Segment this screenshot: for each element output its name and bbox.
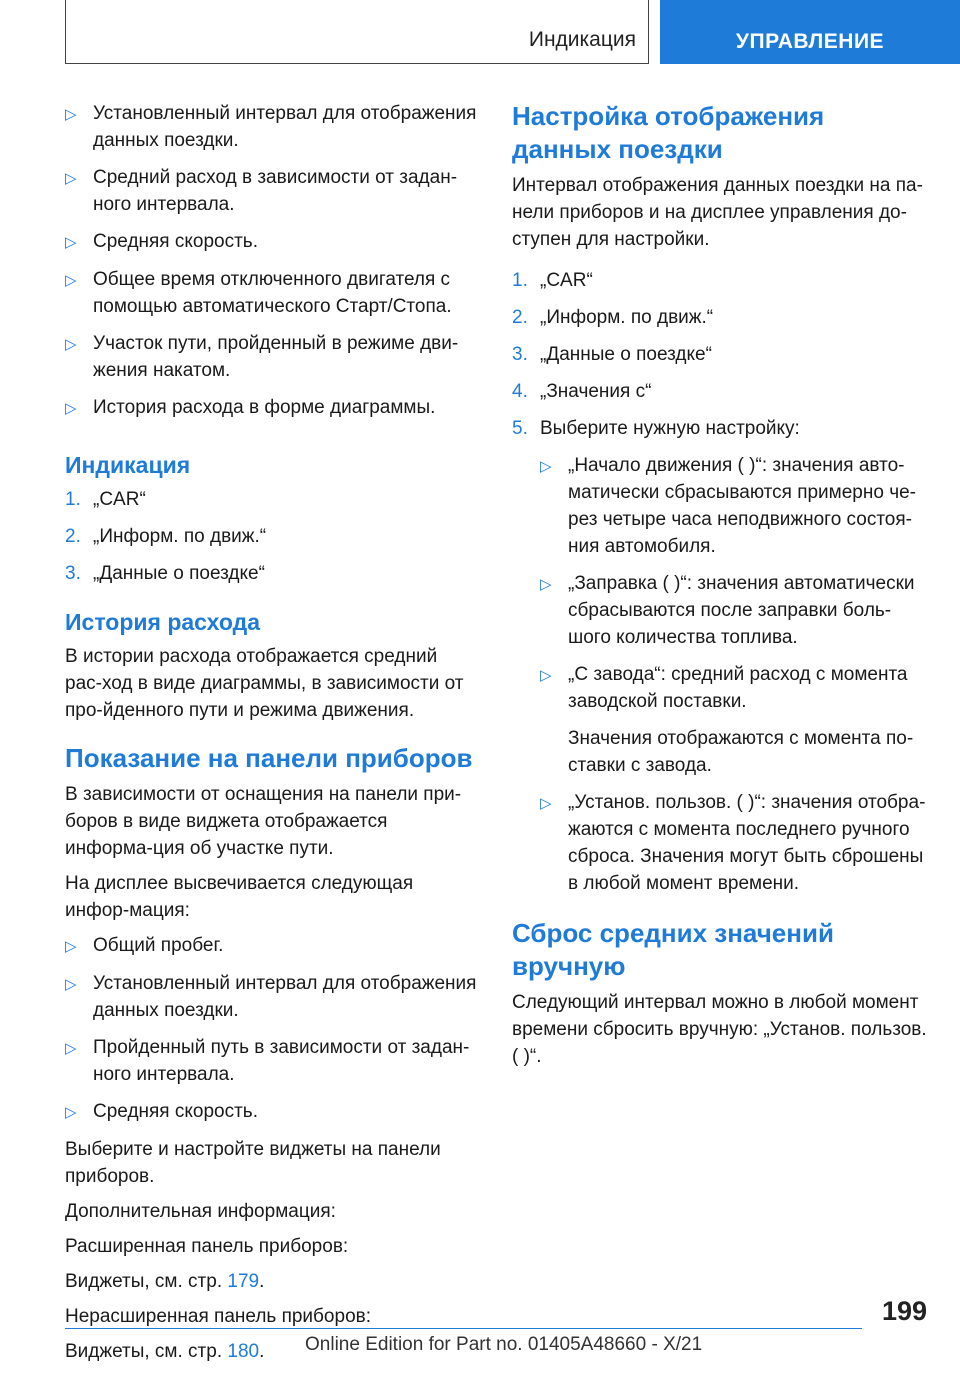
- triangle-bullet-icon: ▷: [540, 576, 552, 593]
- reset-text: Следующий интервал можно в любой момент времени сбросить вручную: „Установ. пользов. ( )“.: [512, 992, 927, 1067]
- list-item: 5. Выберите нужную настройку:: [512, 418, 800, 439]
- list-item: 1. „CAR“: [512, 270, 593, 291]
- instrument-p1: В зависимости от оснащения на панели при-боров в виде виджета отображается информа-ция об участке пути.: [65, 784, 462, 859]
- triangle-bullet-icon: ▷: [65, 336, 77, 353]
- triangle-bullet-icon: ▷: [540, 667, 552, 684]
- instrument-p2: На дисплее высвечивается следующая инфор-мация:: [65, 873, 414, 921]
- triangle-bullet-icon: ▷: [65, 272, 77, 289]
- list-item: ▷ Участок пути, пройденный в режиме дви-жения накатом.: [65, 330, 477, 384]
- list-item: 4. „Значения с“: [512, 381, 652, 402]
- instrument-p4: Дополнительная информация:: [65, 1201, 336, 1222]
- header-section-box: [65, 0, 649, 64]
- instrument-p3: Выберите и настройте виджеты на панели приборов.: [65, 1139, 441, 1187]
- list-item: 2. „Информ. по движ.“: [65, 526, 267, 547]
- triangle-bullet-icon: ▷: [65, 106, 77, 123]
- sub-note: Значения отображаются с момента по-ставки с завода.: [568, 728, 914, 776]
- instrument-p8: Виджеты, см. стр. 180.: [65, 1341, 265, 1362]
- list-item: ▷ Общий пробег.: [65, 932, 477, 960]
- instrument-p7: Нерасширенная панель приборов:: [65, 1306, 372, 1327]
- triangle-bullet-icon: ▷: [540, 795, 552, 812]
- list-item: 2. „Информ. по движ.“: [512, 307, 714, 328]
- history-text: В истории расхода отображается средний рас-ход в виде диаграммы, в зависимости от про-йденного пути и режима движения.: [65, 646, 464, 721]
- list-item: ▷ Установленный интервал для отображения данных поездки.: [65, 100, 477, 154]
- instrument-p5: Расширенная панель приборов:: [65, 1236, 349, 1257]
- settings-intro: Интервал отображения данных поездки на па-нели приборов и на дисплее управления до-ступен для настройки.: [512, 175, 923, 250]
- heading-indication: Индикация: [65, 452, 191, 478]
- footer-edition: Online Edition for Part no. 01405A48660 - X/21: [305, 1334, 703, 1355]
- triangle-bullet-icon: ▷: [65, 976, 77, 993]
- triangle-bullet-icon: ▷: [540, 458, 552, 475]
- list-item: 1. „CAR“: [65, 489, 146, 510]
- page-number: 199: [881, 1296, 927, 1326]
- list-item: ▷ Средняя скорость.: [65, 228, 477, 256]
- heading-settings: Настройка отображения данных поездки: [512, 101, 825, 164]
- list-item: ▷ Средняя скорость.: [65, 1098, 477, 1126]
- triangle-bullet-icon: ▷: [65, 938, 77, 955]
- triangle-bullet-icon: ▷: [65, 400, 77, 417]
- footer-divider: [65, 1328, 862, 1329]
- triangle-bullet-icon: ▷: [65, 1040, 77, 1057]
- heading-reset: Сброс средних значений вручную: [512, 918, 834, 981]
- list-item: 3. „Данные о поездке“: [65, 563, 265, 584]
- section-title: Индикация: [528, 28, 636, 51]
- chapter-tab[interactable]: [660, 0, 960, 64]
- chapter-tab-label: УПРАВЛЕНИЕ: [735, 30, 885, 53]
- list-item: ▷ Установленный интервал для отображения данных поездки.: [65, 970, 477, 1024]
- list-item: ▷ „С завода“: средний расход с момента заводской поставки.: [540, 661, 927, 715]
- instrument-p6: Виджеты, см. стр. 179.: [65, 1271, 265, 1292]
- list-item: ▷ История расхода в форме диаграммы.: [65, 394, 477, 422]
- right-column: [512, 100, 927, 1078]
- triangle-bullet-icon: ▷: [65, 170, 77, 187]
- list-item: ▷ „Начало движения ( )“: значения авто-матически сбрасываются примерно че-рез четыре часа неподвижного состоя-ния автомобиля.: [540, 452, 927, 560]
- list-item: ▷ Средний расход в зависимости от задан-ного интервала.: [65, 164, 477, 218]
- list-item: 3. „Данные о поездке“: [512, 344, 712, 365]
- page-link-180[interactable]: 180: [227, 1341, 260, 1362]
- list-item: ▷ Пройденный путь в зависимости от задан-ного интервала.: [65, 1034, 477, 1088]
- triangle-bullet-icon: ▷: [65, 234, 77, 251]
- heading-instrument-panel: Показание на панели приборов: [65, 743, 473, 773]
- heading-history: История расхода: [65, 609, 261, 635]
- list-item: ▷ Общее время отключенного двигателя с помощью автоматического Старт/Стопа.: [65, 266, 477, 320]
- page-link-179[interactable]: 179: [227, 1271, 260, 1292]
- left-column: [65, 100, 477, 1373]
- list-item: ▷ „Установ. пользов. ( )“: значения отобра-жаются с момента последнего ручного сброса. Значения могут быть сброшены в любой момент времени.: [540, 789, 927, 897]
- triangle-bullet-icon: ▷: [65, 1104, 77, 1121]
- list-item: ▷ „Заправка ( )“: значения автоматически сбрасываются после заправки боль-шого количества топлива.: [540, 570, 927, 651]
